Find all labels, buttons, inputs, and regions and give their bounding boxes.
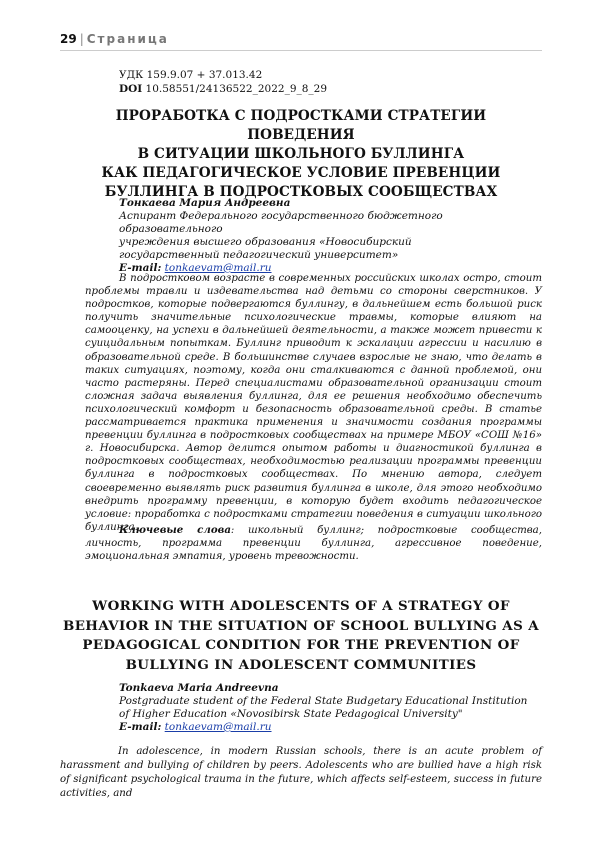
title-ru-line: В СИТУАЦИИ ШКОЛЬНОГО БУЛЛИНГА <box>137 146 465 162</box>
article-meta <box>119 68 327 96</box>
email-link[interactable]: tonkaevam@mail.ru <box>164 262 272 274</box>
affiliation-line: учреждения высшего образования «Новосибирский <box>119 236 412 248</box>
header-rule <box>60 50 542 51</box>
title-ru-line: БУЛЛИНГА В ПОДРОСТКОВЫХ СООБЩЕСТВАХ <box>104 184 498 200</box>
affiliation-line: государственный педагогический университет» <box>119 249 399 261</box>
email-label: E-mail: <box>119 721 162 733</box>
keywords-ru <box>85 524 542 563</box>
title-ru-line: ПРОРАБОТКА С ПОДРОСТКАМИ СТРАТЕГИИ ПОВЕДЕНИЯ <box>115 108 487 143</box>
author-name-en: Tonkaeva Maria Andreevna <box>119 682 279 694</box>
doi-line <box>119 82 327 96</box>
title-en-line: WORKING WITH ADOLESCENTS OF A STRATEGY OF <box>92 598 510 614</box>
title-en-line: PEDAGOGICAL CONDITION FOR THE PREVENTION OF <box>82 637 520 653</box>
header-separator: | <box>79 32 84 46</box>
title-ru <box>60 107 542 202</box>
author-block-en <box>119 682 539 734</box>
affiliation-line: Аспирант Федерального государственного бюджетного образовательного <box>119 210 443 235</box>
affiliation-line: Postgraduate student of the Federal State Budgetary Educational Institution <box>119 695 528 707</box>
email-label: E-mail: <box>119 262 162 274</box>
udk-code: УДК 159.9.07 + 37.013.42 <box>119 69 263 81</box>
email-line-en <box>119 721 539 734</box>
title-en <box>60 597 542 675</box>
section-label: Страница <box>86 32 169 46</box>
abstract-ru: В подростковом возрасте в современных российских школах остро, стоит проблемы травли и издевательства над детьми со стороны сверстников. У подростков, которые подвергаются буллингу, в дальнейшем есть большой риск получить значительные психологические травмы, которые влияют на самооценку, на успехи в дальнейшей деятельности, а также может привести к суицидальным попыткам. Буллинг приводит к эскалации агрессии и насилию в образовательной среде. В большинстве случаев взрослые не знаю, что делать в таких ситуациях, поэтому, когда они сталкиваются с данной проблемой, они часто растеряны. Перед специалистами образовательной организации стоит сложная задача выявления буллинга, для ее решения необходимо обеспечить психологический комфорт и безопасность образовательной среды. В статье рассматривается практика применения и значимости создания программы превенции буллинга в подростковых сообществах на примере МБОУ «СОШ №16» г. Новосибирска. Автор делится опытом работы и диагностикой буллинга в подростковых сообществах, необходимостью реализации программы превенции буллинга в подростковых сообществах. По мнению автора, следует своевременно выявлять риск развития буллинга в школе, для этого необходимо внедрить программу превенции, в которую будет входить педагогическое условие: проработка с подростками стратегии поведения в ситуации школьного буллинга. <box>85 273 542 533</box>
email-link[interactable]: tonkaevam@mail.ru <box>164 721 272 733</box>
title-en-line: BEHAVIOR IN THE SITUATION OF SCHOOL BULLYING AS A <box>62 617 540 634</box>
affiliation-line: of Higher Education «Novosibirsk State Pedagogical University" <box>119 708 463 720</box>
running-header <box>60 32 169 46</box>
abstract-en: In adolescence, in modern Russian schools, there is an acute problem of harassment and bullying of children by peers. Adolescents who are bullied have a high risk of significant psychological trauma in the future, which affects self-esteem, success in future activities, and <box>60 746 542 799</box>
page-number: 29 <box>60 32 77 46</box>
title-en-line: BULLYING IN ADOLESCENT COMMUNITIES <box>125 656 477 673</box>
doi-label: DOI <box>119 83 143 95</box>
keywords-text: : школьный буллинг; подростковые сообщества, личность, программа превенции буллинга, агрессивное поведение, эмоциональная эмпатия, уровень тревожности. <box>85 525 542 563</box>
keywords-label: Ключевые слова <box>119 524 231 536</box>
doi-value: 10.58551/24136522_2022_9_8_29 <box>145 83 328 95</box>
author-block-ru <box>119 197 539 275</box>
title-ru-line: КАК ПЕДАГОГИЧЕСКОЕ УСЛОВИЕ ПРЕВЕНЦИИ <box>101 165 501 181</box>
author-name-ru: Тонкаева Мария Андреевна <box>119 197 291 209</box>
